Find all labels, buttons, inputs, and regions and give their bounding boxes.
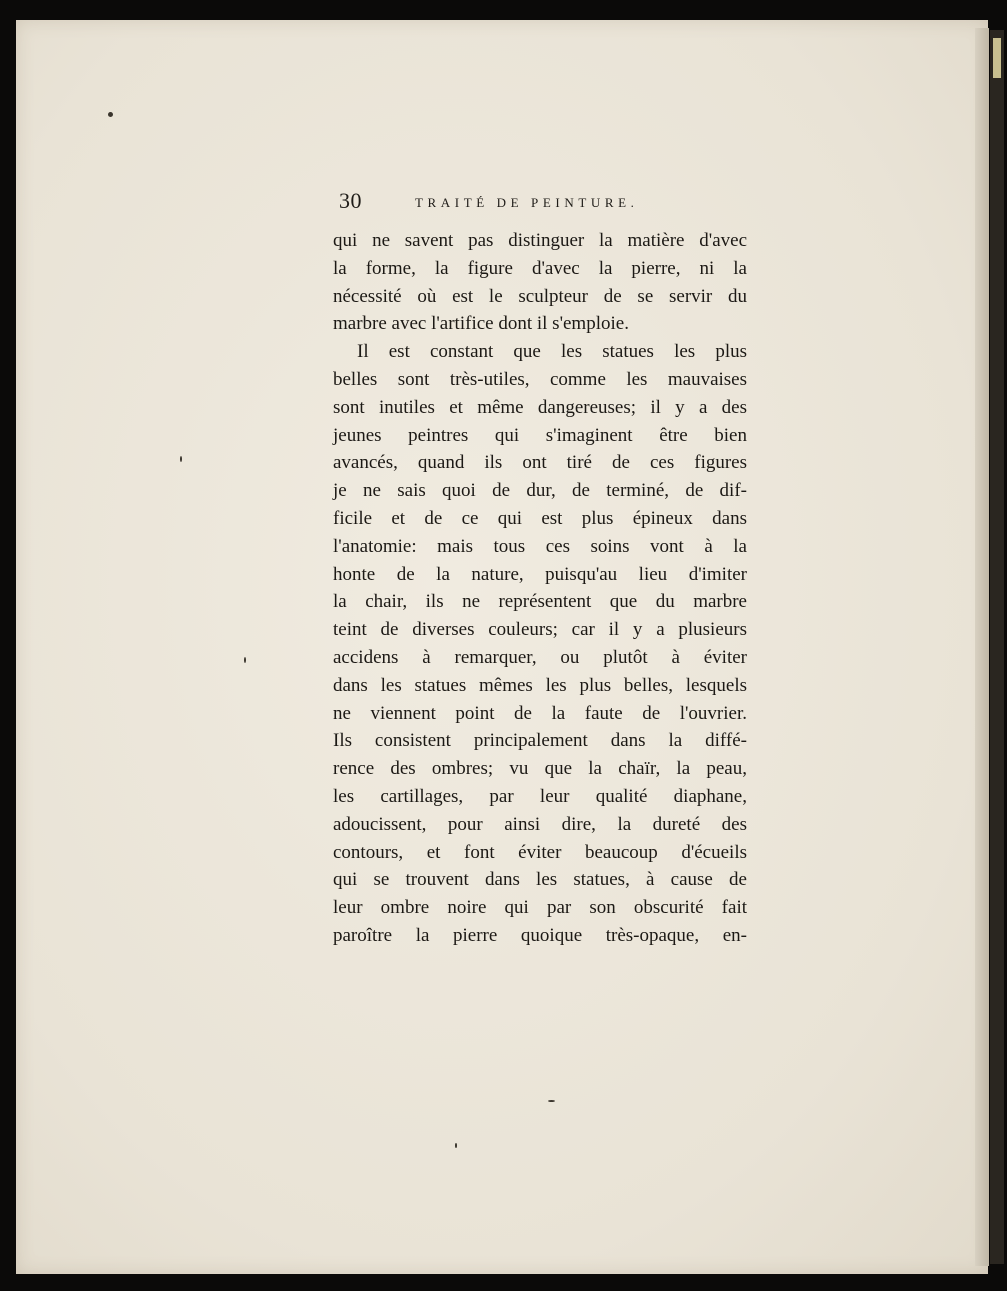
page-header [339,188,759,216]
text-line: sont inutiles et même dangereuses; il y a des [333,396,747,418]
paper-speck [455,1143,457,1148]
text-line: marbre avec l'artifice dont il s'emploie. [333,313,629,335]
text-line: rence des ombres; vu que la chaïr, la peau, [333,758,747,780]
paper-speck [108,112,113,117]
text-line: accidens à remarquer, ou plutôt à éviter [333,646,747,668]
adjacent-page-mark [993,38,1001,78]
text-line: qui se trouvent dans les statues, à cause de [333,869,747,891]
text-line: belles sont très-utiles, comme les mauvaises [333,368,747,390]
text-line: qui ne savent pas distinguer la matière d'avec [333,230,747,251]
text-line: je ne sais quoi de dur, de terminé, de dif- [333,480,747,502]
text-line: contours, et font éviter beaucoup d'écueils [333,841,747,863]
running-head: TRAITÉ DE PEINTURE. [415,195,639,210]
text-line: leur ombre noire qui par son obscurité fait [333,897,747,919]
text-line: honte de la nature, puisqu'au lieu d'imiter [333,563,747,585]
text-line: nécessité où est le sculpteur de se servir du [333,285,747,307]
text-line: paroître la pierre quoique très-opaque, en- [333,924,747,946]
text-line: dans les statues mêmes les plus belles, lesquels [333,674,747,696]
text-line: l'anatomie: mais tous ces soins vont à la [333,535,747,557]
text-line: la chair, ils ne représentent que du marbre [333,591,747,613]
paper-speck [180,456,182,462]
text-line: teint de diverses couleurs; car il y a plusieurs [333,619,747,641]
page-edge [975,28,989,1266]
body-text [333,227,747,950]
paragraph-first-line: Il est constant que les statues les plus [357,341,747,363]
text-line: adoucissent, pour ainsi dire, la dureté des [333,813,747,835]
paper-speck [244,657,246,663]
text-line: ne viennent point de la faute de l'ouvrier. [333,702,747,724]
paper-speck [548,1100,555,1102]
text-line: ficile et de ce qui est plus épineux dans [333,507,747,529]
text-line: les cartillages, par leur qualité diaphane, [333,785,747,807]
text-line: jeunes peintres qui s'imaginent être bien [333,424,747,446]
text-line: Ils consistent principalement dans la diffé- [333,730,747,752]
adjacent-page-strip [990,30,1004,1264]
text-line: la forme, la figure d'avec la pierre, ni la [333,257,747,279]
text-line: avancés, quand ils ont tiré de ces figures [333,452,747,474]
page-number: 30 [339,188,362,213]
